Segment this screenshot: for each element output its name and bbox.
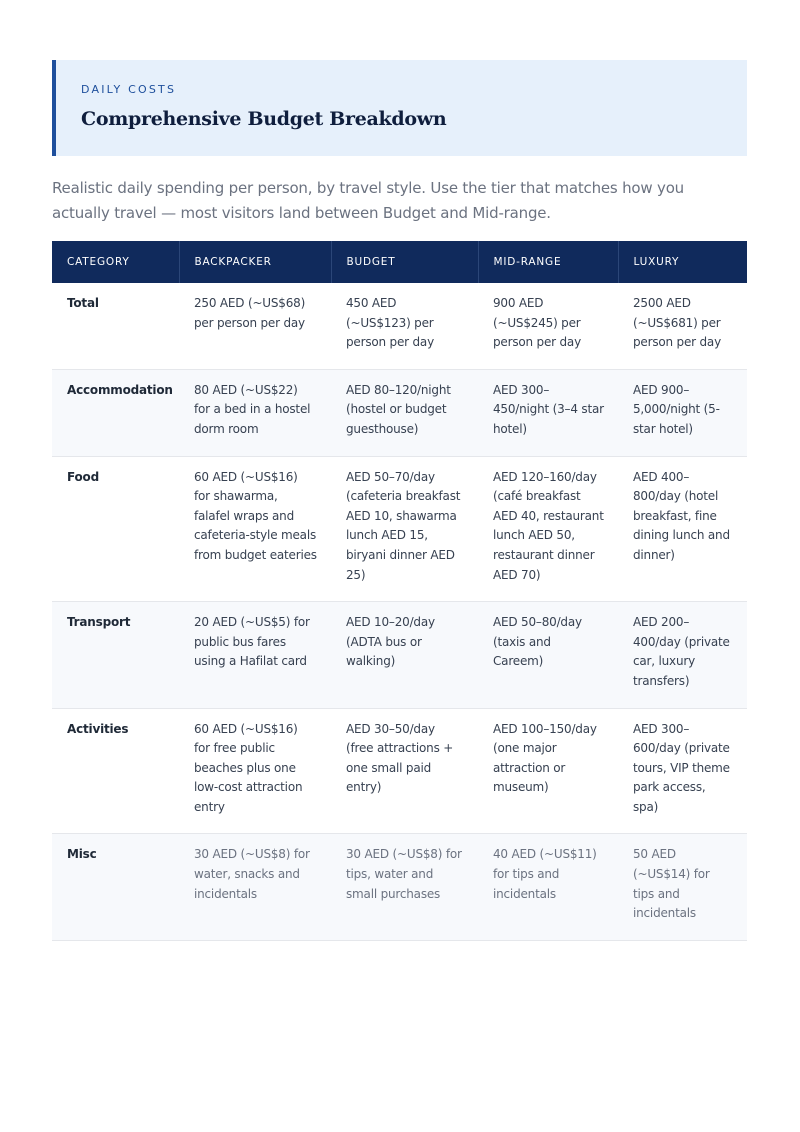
- table-row: [52, 834, 747, 940]
- cell-backpacker: 60 AED (~US$16) for free public beaches plus one low-cost attraction entry: [179, 708, 331, 834]
- cell-midrange: AED 120–160/day (café breakfast AED 40, restaurant lunch AED 50, restaurant dinner AED 70): [478, 456, 618, 602]
- table-row: [52, 602, 747, 708]
- row-category: Misc: [52, 834, 179, 940]
- row-category: Food: [52, 456, 179, 602]
- table-row: [52, 708, 747, 834]
- section-header: [52, 60, 747, 156]
- row-category: Activities: [52, 708, 179, 834]
- header-backpacker: BACKPACKER: [179, 241, 331, 283]
- row-category: Total: [52, 283, 179, 369]
- page-title: Comprehensive Budget Breakdown: [81, 108, 447, 130]
- intro-paragraph: Realistic daily spending per person, by travel style. Use the tier that matches how you actually travel — most visitors land between Budget and Mid-range.: [52, 179, 684, 222]
- row-category: Transport: [52, 602, 179, 708]
- cell-budget: 30 AED (~US$8) for tips, water and small purchases: [331, 834, 478, 940]
- cell-midrange: AED 100–150/day (one major attraction or museum): [478, 708, 618, 834]
- cell-budget: AED 50–70/day (cafeteria breakfast AED 10, shawarma lunch AED 15, biryani dinner AED 25): [331, 456, 478, 602]
- cell-backpacker: 80 AED (~US$22) for a bed in a hostel dorm room: [179, 369, 331, 456]
- cell-backpacker: 60 AED (~US$16) for shawarma, falafel wraps and cafeteria-style meals from budget eateries: [179, 456, 331, 602]
- cell-luxury: AED 900–5,000/night (5-star hotel): [618, 369, 747, 456]
- cell-luxury: AED 300–600/day (private tours, VIP theme park access, spa): [618, 708, 747, 834]
- cell-luxury: AED 200–400/day (private car, luxury transfers): [618, 602, 747, 708]
- table-row: [52, 283, 747, 369]
- cell-budget: 450 AED (~US$123) per person per day: [331, 283, 478, 369]
- row-category: Accommodation: [52, 369, 179, 456]
- budget-table: [52, 241, 747, 941]
- cell-budget: AED 30–50/day (free attractions + one small paid entry): [331, 708, 478, 834]
- cell-backpacker: 250 AED (~US$68) per person per day: [179, 283, 331, 369]
- cell-luxury: 2500 AED (~US$681) per person per day: [618, 283, 747, 369]
- header-luxury: LUXURY: [618, 241, 747, 283]
- cell-backpacker: 30 AED (~US$8) for water, snacks and incidentals: [179, 834, 331, 940]
- table-row: [52, 456, 747, 602]
- section-eyebrow: DAILY COSTS: [81, 83, 177, 96]
- cell-budget: AED 10–20/day (ADTA bus or walking): [331, 602, 478, 708]
- header-budget: BUDGET: [331, 241, 478, 283]
- cell-midrange: AED 300–450/night (3–4 star hotel): [478, 369, 618, 456]
- cell-backpacker: 20 AED (~US$5) for public bus fares using a Hafilat card: [179, 602, 331, 708]
- cell-midrange: AED 50–80/day (taxis and Careem): [478, 602, 618, 708]
- cell-luxury: AED 400–800/day (hotel breakfast, fine dining lunch and dinner): [618, 456, 747, 602]
- cell-midrange: 900 AED (~US$245) per person per day: [478, 283, 618, 369]
- header-category: CATEGORY: [52, 241, 179, 283]
- cell-midrange: 40 AED (~US$11) for tips and incidentals: [478, 834, 618, 940]
- cell-luxury: 50 AED (~US$14) for tips and incidentals: [618, 834, 747, 940]
- table-header-row: [52, 241, 747, 283]
- header-midrange: MID-RANGE: [478, 241, 618, 283]
- table-row: [52, 369, 747, 456]
- cell-budget: AED 80–120/night (hostel or budget guesthouse): [331, 369, 478, 456]
